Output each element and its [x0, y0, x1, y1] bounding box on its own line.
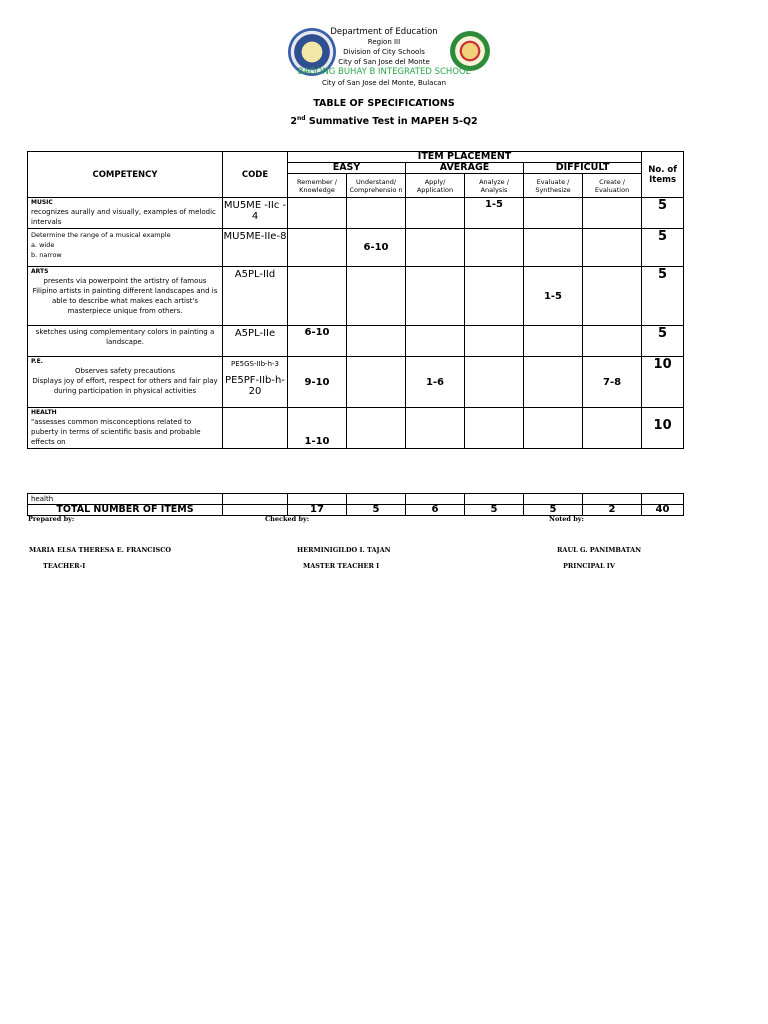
preparer-title: TEACHER-I — [43, 562, 86, 570]
evaluate-cell — [524, 408, 583, 449]
understand-cell — [347, 326, 406, 357]
remember-cell: 6-10 — [288, 326, 347, 357]
table-row — [28, 408, 684, 449]
header-no-of-items: No. of Items — [642, 152, 684, 198]
competency-cell — [28, 229, 223, 267]
category-label: ARTS — [31, 268, 49, 275]
items-total-cell: 5 — [642, 326, 684, 357]
understand-cell — [347, 357, 406, 408]
competency-text: Displays joy of effort, respect for others and fair play during participation in physical activities — [32, 377, 218, 395]
health-row — [28, 494, 684, 505]
subheader-remember: Remember / Knowledge — [288, 174, 347, 198]
subheader-analyze: Analyze / Analysis — [465, 174, 524, 198]
apply-cell — [406, 267, 465, 326]
remember-cell — [288, 229, 347, 267]
checked-by-label: Checked by: — [265, 515, 310, 523]
remember-cell — [288, 267, 347, 326]
health-label: health — [28, 494, 223, 505]
category-label: HEALTH — [31, 409, 57, 416]
preparer-name: MARIA ELSA THERESA E. FRANCISCO — [29, 546, 172, 554]
items-total-cell: 5 — [642, 198, 684, 229]
code-cell — [223, 357, 288, 408]
totals-table — [27, 493, 684, 516]
total-evaluate: 5 — [524, 505, 583, 516]
table-row — [28, 229, 684, 267]
division-name: Division of City Schools — [343, 48, 425, 56]
header-competency: COMPETENCY — [28, 152, 223, 198]
apply-cell: 1-6 — [406, 357, 465, 408]
analyze-cell — [465, 267, 524, 326]
city-name: City of San Jose del Monte — [338, 58, 430, 66]
understand-cell — [347, 408, 406, 449]
subheader-create: Create / Evaluation — [583, 174, 642, 198]
competency-option: b. narrow — [31, 251, 62, 259]
noter-name: RAUL G. PANIMBATAN — [557, 546, 642, 554]
totals-label: TOTAL NUMBER OF ITEMS — [28, 505, 223, 516]
competency-text: sketches using complementary colors in painting a landscape. — [35, 328, 215, 346]
remember-cell: 9-10 — [288, 357, 347, 408]
table-row — [28, 357, 684, 408]
total-items: 40 — [642, 505, 684, 516]
empty-cell — [223, 505, 288, 516]
empty-cell — [347, 494, 406, 505]
items-total-cell: 5 — [642, 267, 684, 326]
subtitle-ordinal: nd — [296, 115, 306, 122]
apply-cell — [406, 326, 465, 357]
analyze-cell — [465, 357, 524, 408]
competency-text: presents via powerpoint the artistry of famous Filipino artists in painting different landscapes and is able to describe what makes each artist's masterpiece unique from others. — [32, 277, 218, 315]
items-total-cell: 10 — [642, 357, 684, 408]
totals-row — [28, 505, 684, 516]
competency-cell — [28, 326, 223, 357]
evaluate-cell: 1-5 — [524, 267, 583, 326]
table-row — [28, 198, 684, 229]
total-apply: 6 — [406, 505, 465, 516]
code-primary: PE5PF-IIb-h-20 — [225, 375, 285, 397]
analyze-cell — [465, 326, 524, 357]
noter-title: PRINCIPAL IV — [563, 562, 615, 570]
empty-cell — [465, 494, 524, 505]
checker-title: MASTER TEACHER I — [303, 562, 380, 570]
specifications-table — [27, 151, 684, 449]
competency-text: "assesses common misconceptions related to puberty in terms of scientific basis and probable effects on — [31, 418, 201, 446]
remember-cell: 1-10 — [288, 408, 347, 449]
school-name: BAGONG BUHAY B INTEGRATED SCHOOL — [297, 67, 471, 77]
competency-option: a. wide — [31, 241, 55, 249]
empty-cell — [223, 494, 288, 505]
apply-cell — [406, 408, 465, 449]
subheader-understand: Understand/ Comprehensio n — [347, 174, 406, 198]
header-difficult: DIFFICULT — [524, 163, 642, 174]
analyze-cell — [465, 408, 524, 449]
code-cell: A5PL-IIe — [223, 326, 288, 357]
items-total-cell: 5 — [642, 229, 684, 267]
analyze-cell: 1-5 — [465, 198, 524, 229]
create-cell — [583, 198, 642, 229]
create-cell — [583, 267, 642, 326]
category-label: P.E. — [31, 358, 43, 365]
empty-cell — [642, 494, 684, 505]
competency-text: Observes safety precautions — [74, 367, 176, 375]
create-cell — [583, 229, 642, 267]
understand-cell: 6-10 — [347, 229, 406, 267]
empty-cell — [524, 494, 583, 505]
create-cell — [583, 326, 642, 357]
header-code: CODE — [223, 152, 288, 198]
header-item-placement: ITEM PLACEMENT — [288, 152, 642, 163]
evaluate-cell — [524, 357, 583, 408]
noted-by-label: Noted by: — [549, 515, 584, 523]
subtitle-number: 2 — [290, 116, 297, 128]
understand-cell — [347, 198, 406, 229]
subheader-evaluate: Evaluate / Synthesize — [524, 174, 583, 198]
evaluate-cell — [524, 326, 583, 357]
analyze-cell — [465, 229, 524, 267]
table-row — [28, 267, 684, 326]
code-secondary: PE5GS-IIb-h-3 — [230, 360, 279, 368]
competency-cell — [28, 198, 223, 229]
department-name: Department of Education — [330, 27, 438, 37]
total-analyze: 5 — [465, 505, 524, 516]
code-cell: A5PL-IId — [223, 267, 288, 326]
empty-cell — [406, 494, 465, 505]
empty-cell — [583, 494, 642, 505]
empty-cell — [288, 494, 347, 505]
subheader-apply: Apply/ Application — [406, 174, 465, 198]
table-row — [28, 326, 684, 357]
total-understand: 5 — [347, 505, 406, 516]
competency-text: Determine the range of a musical example — [31, 231, 171, 239]
apply-cell — [406, 198, 465, 229]
category-label: MUSIC — [31, 199, 53, 206]
prepared-by-label: Prepared by: — [28, 515, 75, 523]
page-subtitle — [0, 115, 768, 127]
total-create: 2 — [583, 505, 642, 516]
code-cell: MU5ME -IIc - 4 — [223, 198, 288, 229]
competency-cell — [28, 408, 223, 449]
subtitle-text: Summative Test in MAPEH 5-Q2 — [305, 116, 478, 128]
school-address: City of San Jose del Monte, Bulacan — [321, 79, 447, 87]
header-average: AVERAGE — [406, 163, 524, 174]
create-cell — [583, 408, 642, 449]
code-cell — [223, 408, 288, 449]
competency-cell — [28, 357, 223, 408]
evaluate-cell — [524, 229, 583, 267]
items-total-cell: 10 — [642, 408, 684, 449]
header-easy: EASY — [288, 163, 406, 174]
page-title: TABLE OF SPECIFICATIONS — [313, 98, 455, 109]
code-cell: MU5ME-IIe-8 — [223, 229, 288, 267]
apply-cell — [406, 229, 465, 267]
create-cell: 7-8 — [583, 357, 642, 408]
checker-name: HERMINIGILDO I. TAJAN — [297, 546, 391, 554]
understand-cell — [347, 267, 406, 326]
region-name: Region III — [367, 38, 401, 46]
competency-text: recognizes aurally and visually, examples of melodic intervals — [31, 208, 216, 226]
competency-cell — [28, 267, 223, 326]
remember-cell — [288, 198, 347, 229]
evaluate-cell — [524, 198, 583, 229]
total-remember: 17 — [288, 505, 347, 516]
